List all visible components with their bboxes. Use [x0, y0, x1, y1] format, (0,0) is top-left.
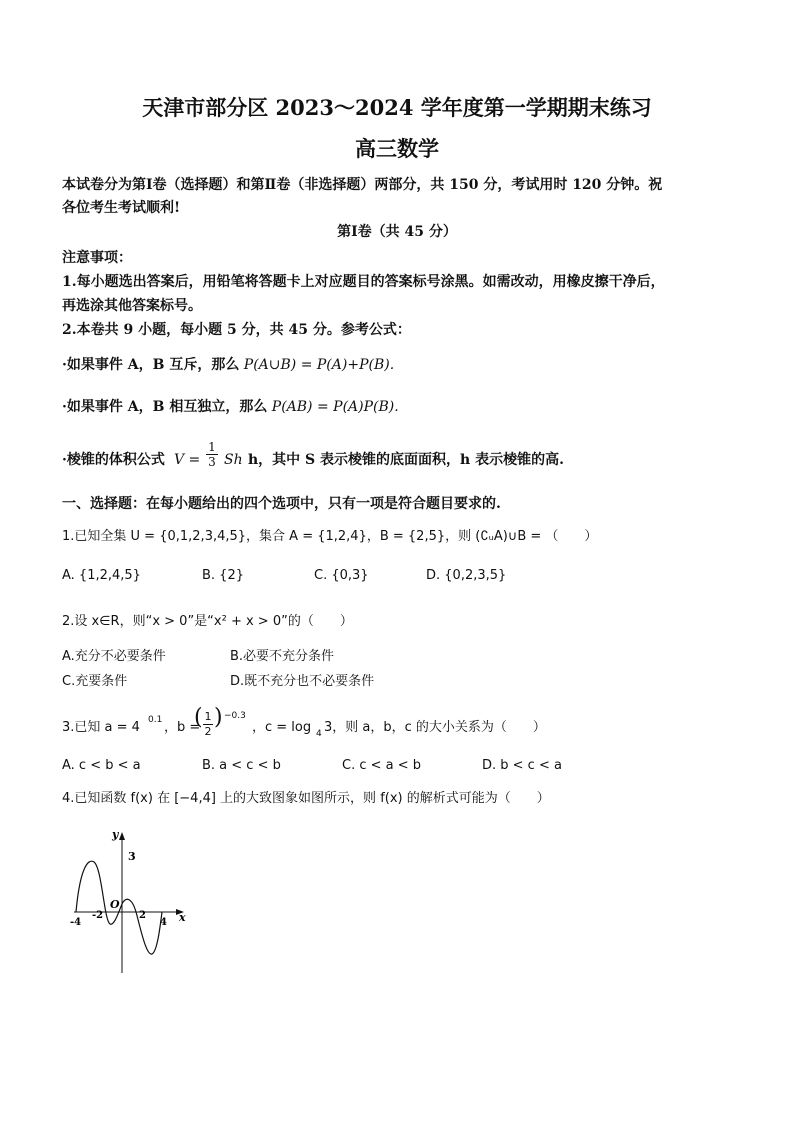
q1-option-a: A. {1,2,4,5}	[62, 568, 141, 583]
q3-part-d: 3，则 a，b，c 的大小关系为（ ）	[324, 720, 546, 735]
q3-part-b: ，b =	[164, 720, 201, 735]
function-graph	[62, 828, 202, 978]
q3-option-b: B. a < c < b	[202, 758, 281, 773]
formula-3	[62, 440, 742, 480]
question-2: 2.设 x∈R，则“x > 0”是“x² + x > 0”的（ ）	[62, 614, 353, 629]
q3-option-a: A. c < b < a	[62, 758, 141, 773]
y-axis-arrow	[119, 832, 125, 840]
question-3	[62, 705, 742, 742]
q3-paren-left: (	[194, 705, 203, 730]
q1-option-b: B. {2}	[202, 568, 244, 583]
q3-paren-right: )	[214, 705, 223, 730]
x-tick-2: 2	[139, 910, 146, 921]
intro-line-2: 各位考生考试顺利!	[62, 200, 181, 216]
formula-1-text: ·如果事件 A，B 互斥，那么	[62, 357, 240, 373]
q2-option-a: A.充分不必要条件	[62, 649, 166, 664]
formula-2-math: P(AB) = P(A)P(B).	[271, 399, 399, 415]
formula-3-tail: h，其中 S 表示棱锥的底面面积，h 表示棱锥的高.	[248, 452, 564, 468]
note-1a: 1.每小题选出答案后，用铅笔将答题卡上对应题目的答案标号涂黑。如需改动，用橡皮擦干净后，	[62, 274, 665, 290]
y-tick-3: 3	[128, 850, 136, 863]
formula-2	[62, 397, 742, 417]
intro-line-1: 本试卷分为第Ⅰ卷（选择题）和第Ⅱ卷（非选择题）两部分，共 150 分，考试用时 120 分钟。祝	[62, 177, 663, 193]
question-4: 4.已知函数 f(x) 在 [−4,4] 上的大致图象如图所示，则 f(x) 的解析式可能为（ ）	[62, 791, 550, 806]
q3-option-d: D. b < c < a	[482, 758, 562, 773]
x-tick-neg2: -2	[92, 910, 104, 921]
q2-option-d: D.既不充分也不必要条件	[230, 674, 375, 689]
q3-frac	[203, 710, 213, 739]
formula-3-frac	[206, 440, 218, 469]
frac-num: 1	[206, 440, 218, 455]
q2-option-c: C.充要条件	[62, 674, 128, 689]
notes-heading: 注意事项：	[62, 250, 132, 266]
origin-label: O	[110, 898, 120, 911]
q3-option-c: C. c < a < b	[342, 758, 422, 773]
x-tick-neg4: -4	[70, 917, 82, 928]
part1-heading: 一、选择题：在每小题给出的四个选项中，只有一项是符合题目要求的.	[62, 496, 501, 512]
formula-1-math: P(A∪B) = P(A)+P(B).	[243, 357, 395, 373]
exam-subject: 高三数学	[355, 136, 439, 161]
q3-frac-den: 2	[204, 725, 212, 738]
note-2: 2.本卷共 9 小题，每小题 5 分，共 45 分。参考公式：	[62, 322, 411, 338]
q3-sup-b: −0.3	[224, 711, 246, 721]
y-axis-label: y	[112, 828, 119, 841]
formula-3-rhs: Sh	[224, 452, 243, 468]
formula-2-text: ·如果事件 A，B 相互独立，那么	[62, 399, 268, 415]
note-1b: 再选涂其他答案标号。	[62, 298, 202, 314]
q3-part-a: 3.已知 a = 4	[62, 720, 140, 735]
frac-den: 3	[208, 455, 216, 469]
formula-3-text: ·棱锥的体积公式	[62, 452, 165, 468]
q3-sub-c: 4	[316, 729, 322, 739]
q3-frac-num: 1	[204, 710, 212, 723]
q3-part-c: ，c = log	[252, 720, 312, 735]
q3-sup-a: 0.1	[148, 715, 163, 725]
q1-option-d: D. {0,2,3,5}	[426, 568, 507, 583]
formula-3-lhs: V =	[174, 452, 201, 468]
x-tick-4: 4	[160, 917, 167, 928]
x-axis-label: x	[179, 911, 186, 924]
formula-1	[62, 355, 742, 375]
q1-option-c: C. {0,3}	[314, 568, 369, 583]
section-heading: 第Ⅰ卷（共 45 分）	[337, 224, 457, 240]
q2-option-b: B.必要不充分条件	[230, 649, 335, 664]
exam-title: 天津市部分区 2023～2024 学年度第一学期期末练习	[142, 95, 652, 120]
question-1: 1.已知全集 U = {0,1,2,3,4,5}，集合 A = {1,2,4}，B = {2,5}，则 (∁ᵤA)∪B = （ ）	[62, 529, 598, 544]
